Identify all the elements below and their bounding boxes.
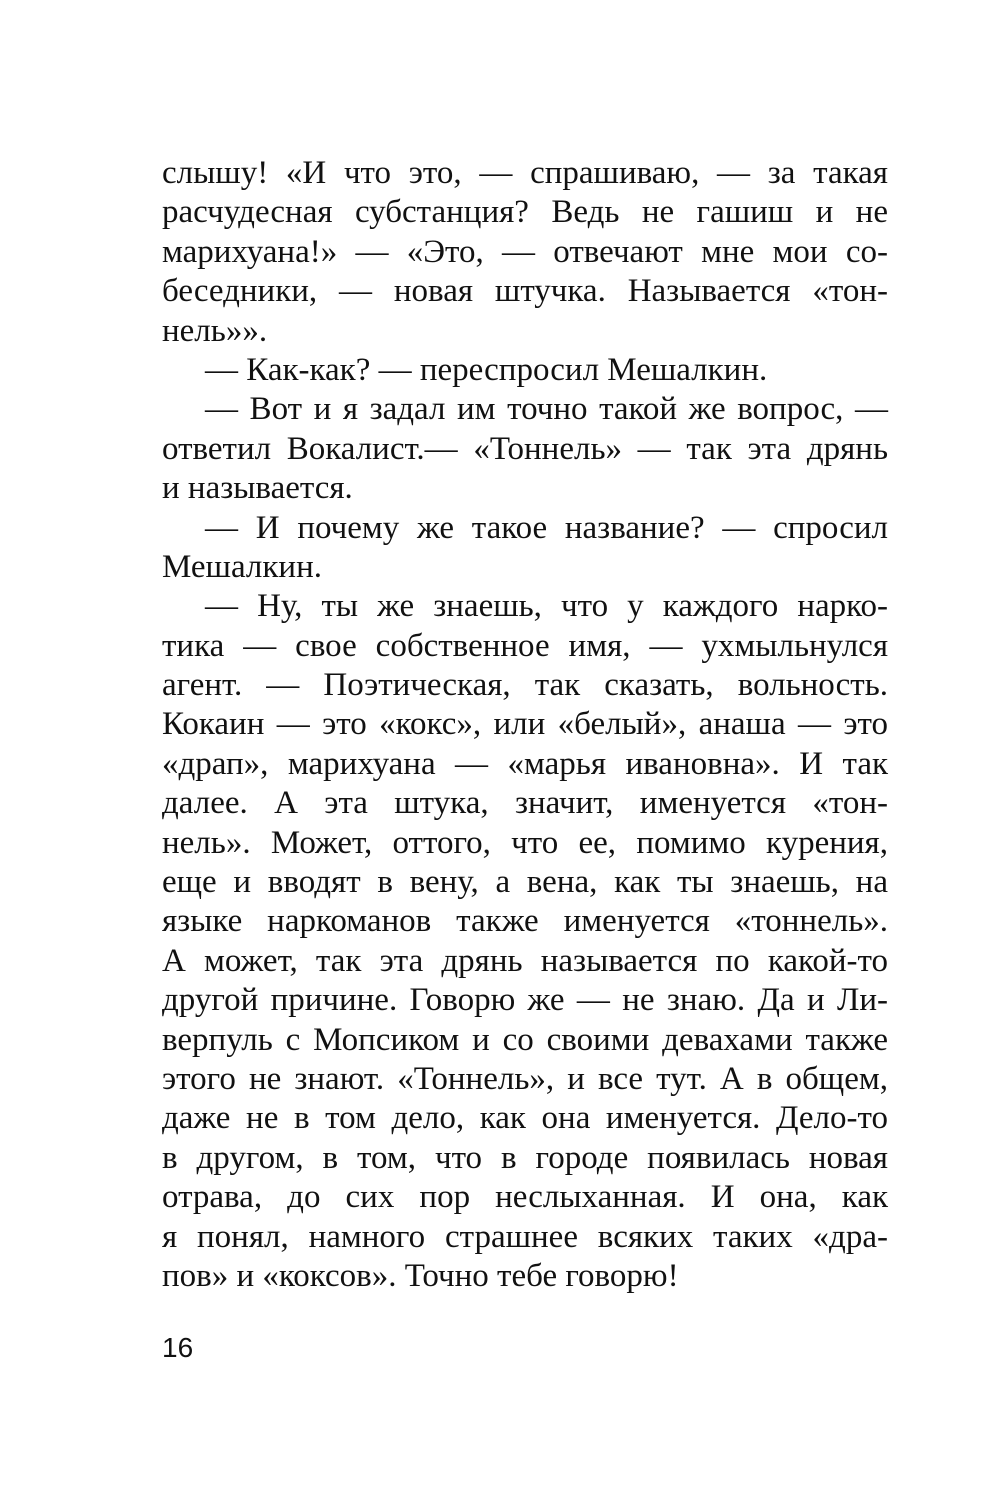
text-line: «драп», марихуана — «марья ивановна». И так	[162, 745, 888, 782]
text-line: верпуль с Мопсиком и со своими девахами также	[162, 1021, 888, 1058]
text-line: другой причине. Говорю же — не знаю. Да и Ли-	[162, 982, 888, 1019]
text-line: языке наркоманов также именуется «тоннель».	[162, 903, 888, 940]
text-line: нель»».	[162, 312, 268, 349]
text-line: слышу! «И что это, — спрашиваю, — за такая	[162, 155, 888, 191]
body-text	[162, 154, 888, 1296]
text-line: и называется.	[162, 470, 353, 507]
text-line: я понял, намного страшнее всяких таких «дра-	[162, 1218, 888, 1255]
text-line: А может, так эта дрянь называется по какой-то	[162, 942, 888, 979]
text-line: тика — свое собственное имя, — ухмыльнулся	[162, 627, 888, 664]
text-line: — И почему же такое название? — спросил	[205, 509, 888, 546]
text-line: — Вот и я задал им точно такой же вопрос, —	[205, 391, 888, 428]
text-line: агент. — Поэтическая, так сказать, вольность.	[162, 667, 888, 704]
text-line: далее. А эта штука, значит, именуется «тон-	[162, 785, 888, 822]
text-line: — Ну, ты же знаешь, что у каждого нарко-	[205, 588, 888, 625]
text-line: расчудесная субстанция? Ведь не гашиш и не	[162, 194, 888, 231]
text-line: даже не в том дело, как она именуется. Дело-то	[162, 1100, 888, 1137]
text-line: ответил Вокалист.— «Тоннель» — так эта дрянь	[162, 430, 888, 467]
text-line: Кокаин — это «кокс», или «белый», анаша — это	[162, 706, 888, 743]
text-line: пов» и «коксов». Точно тебе говорю!	[162, 1257, 679, 1294]
text-line: — Как-как? — переспросил Мешалкин.	[205, 351, 768, 388]
page-number: 16	[162, 1332, 194, 1363]
text-line: нель». Может, оттого, что ее, помимо курения,	[162, 824, 888, 861]
text-line: в другом, в том, что в городе появилась новая	[162, 1139, 888, 1176]
text-line: отрава, до сих пор неслыханная. И она, как	[162, 1179, 888, 1216]
text-line: этого не знают. «Тоннель», и все тут. А в общем,	[162, 1060, 888, 1097]
text-line: Мешалкин.	[162, 548, 322, 585]
text-line: еще и вводят в вену, а вена, как ты знаешь, на	[162, 864, 888, 901]
text-line: марихуана!» — «Это, — отвечают мне мои со-	[162, 233, 888, 270]
text-line: беседники, — новая штучка. Называется «тон-	[162, 273, 888, 310]
